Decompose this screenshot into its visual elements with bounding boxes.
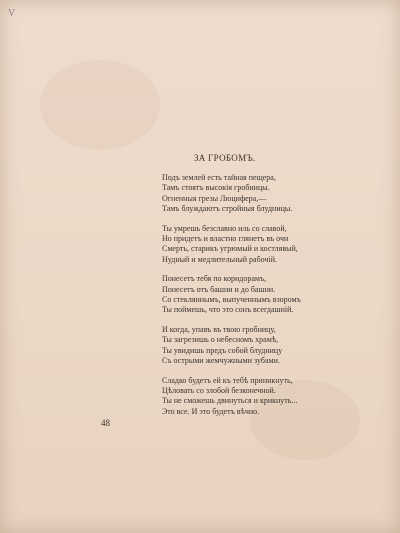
poem-line: Съ острыми жемчужными зубами. bbox=[162, 356, 280, 366]
poem-line: Понесетъ тебя по коридорамъ, bbox=[162, 274, 267, 284]
poem-line: Ты не сможешь двинуться и крикнуть... bbox=[162, 396, 298, 406]
poem-line: Это все. И это будетъ вѣчно. bbox=[162, 406, 260, 416]
poem-title: ЗА ГРОБОМЪ. bbox=[194, 153, 256, 163]
poem-line: Понесетъ отъ башни и до башни. bbox=[162, 284, 276, 294]
page-number: 48 bbox=[101, 418, 110, 428]
stanza bbox=[162, 173, 362, 215]
stanza bbox=[162, 274, 362, 316]
poem-line: Цѣловать со злобой безконечной. bbox=[162, 385, 276, 395]
poem-line: Смерть, старикъ угрюмый и костлявый, bbox=[162, 244, 298, 254]
poem-line: Огненныя грезы Люцифера,— bbox=[162, 193, 267, 203]
poem-line: Нудный и медлительный рабочій. bbox=[162, 254, 277, 264]
poem bbox=[162, 153, 362, 426]
poem-line: Ты увидишь предъ собой блудницу bbox=[162, 345, 283, 355]
poem-line: Тамъ блуждаютъ стройныя блудницы. bbox=[162, 204, 293, 214]
poem-line: Со стекляннымъ, выпученнымъ взоромъ bbox=[162, 295, 301, 305]
poem-line: Ты умрешь безславно иль со славой, bbox=[162, 223, 287, 233]
stanza bbox=[162, 376, 362, 418]
poem-line: Подъ землей есть тайная пещера, bbox=[162, 173, 276, 182]
poem-line: Ты поймешь, что это сонъ всегдашній. bbox=[162, 305, 294, 315]
poem-line: Ты загрезишь о небесномъ храмѣ, bbox=[162, 335, 279, 345]
poem-line: И когда, упавъ въ твою гробницу, bbox=[162, 324, 276, 334]
stanza bbox=[162, 224, 362, 266]
poem-line: Но придетъ и властно глянетъ въ очи bbox=[162, 234, 289, 244]
poem-line: Сладко будетъ ей къ тебѣ приникнуть, bbox=[162, 375, 293, 385]
corner-mark: V bbox=[8, 8, 16, 19]
paper-stain bbox=[40, 60, 160, 150]
stanza bbox=[162, 325, 362, 367]
poem-line: Тамъ стоятъ высокія гробницы. bbox=[162, 183, 270, 193]
